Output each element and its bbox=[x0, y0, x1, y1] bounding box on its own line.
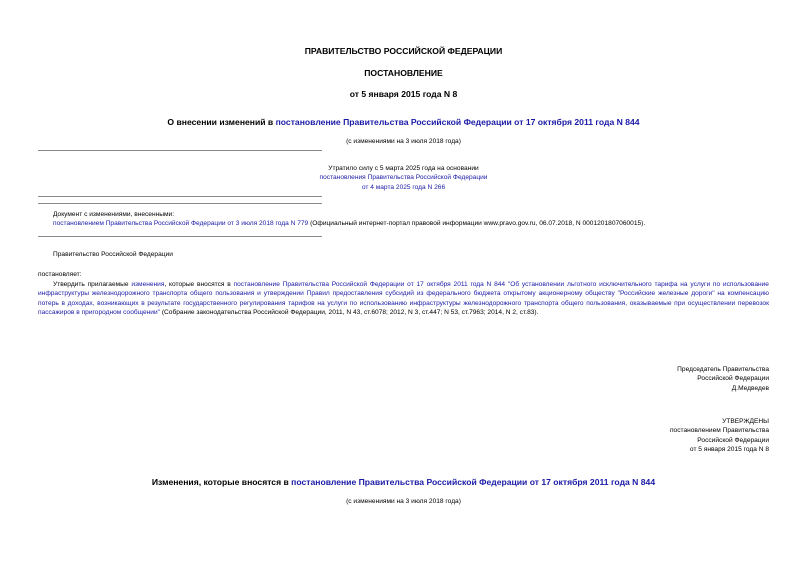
body-link-decree[interactable]: постановление Правительства Российской Федерации от 17 октября 2011 года N 844 "Об установлении льготного исключительного тарифа на услуги по использование инфраструктуры железнодорожного транспорта общего пользования и утверждении Правил предоставления субсидий из федерального бюджета открытому акционерному обществу "Российские железные дороги" на компенсацию потерь в доходах, возникающих в результате государственного регулирования тарифов на услуги по использованию инфраструктуры железнодорожного транспорта общего пользования, оказываемые при осуществлении перевозок пассажиров в пригородном сообщении" bbox=[38, 281, 769, 316]
approved-country: Российской Федерации bbox=[697, 436, 769, 444]
divider bbox=[38, 150, 322, 151]
approved-date: от 5 января 2015 года N 8 bbox=[689, 445, 769, 453]
body-link-changes[interactable]: изменения bbox=[131, 281, 165, 288]
signature-country: Российской Федерации bbox=[697, 375, 769, 383]
section-title bbox=[0, 477, 807, 487]
title-link[interactable]: постановление Правительства Российской Федерации от 17 октября 2011 года N 844 bbox=[275, 117, 640, 127]
expired-notice bbox=[210, 164, 597, 192]
body-text-2: , которые вносятся в bbox=[164, 281, 234, 288]
changes-line bbox=[53, 219, 773, 228]
section-prefix: Изменения, которые вносятся в bbox=[151, 477, 292, 487]
signature-title: Председатель Правительства bbox=[677, 366, 769, 373]
document-title bbox=[0, 117, 807, 127]
body-paragraph bbox=[38, 280, 769, 317]
expired-link-2[interactable]: от 4 марта 2025 года N 266 bbox=[361, 183, 446, 191]
signature-name: Д.Медведев bbox=[731, 384, 769, 392]
changes-label: Документ с изменениями, внесенными: bbox=[53, 211, 175, 218]
body-text-1: Утвердить прилагаемые bbox=[53, 281, 132, 288]
government-name: Правительство Российской Федерации bbox=[53, 251, 173, 258]
section-link[interactable]: постановление Правительства Российской Федерации от 17 октября 2011 года N 844 bbox=[291, 477, 656, 487]
decrees-word: постановляет: bbox=[38, 271, 82, 278]
org-heading: ПРАВИТЕЛЬСТВО РОССИЙСКОЙ ФЕДЕРАЦИИ bbox=[304, 46, 503, 56]
expired-text: Утратило силу с 5 марта 2025 года на основании bbox=[328, 165, 479, 172]
approved-block bbox=[670, 417, 769, 454]
approved-by: постановлением Правительства bbox=[669, 427, 769, 435]
changes-link[interactable]: постановлением Правительства Российской Федерации от 3 июля 2018 года N 779 bbox=[53, 220, 309, 228]
divider bbox=[38, 203, 322, 204]
approved-word: УТВЕРЖДЕНЫ bbox=[722, 418, 769, 425]
divider bbox=[38, 196, 322, 197]
section-edition-note: (с изменениями на 3 июля 2018 года) bbox=[346, 498, 461, 505]
changes-source: (Официальный интернет-портал правовой информации www.pravo.gov.ru, 06.07.2018, N 0001201807060015). bbox=[308, 220, 646, 228]
edition-note: (с изменениями на 3 июля 2018 года) bbox=[346, 138, 461, 145]
divider bbox=[38, 236, 322, 237]
signature-block bbox=[677, 365, 769, 393]
body-text-3: (Собрание законодательства Российской Федерации, 2011, N 43, ст.6078; 2012, N 3, ст.447; N 53, ст.7963; 2014, N 2, ст.83). bbox=[160, 308, 539, 316]
title-prefix: О внесении изменений в bbox=[167, 117, 276, 127]
doc-type-heading: ПОСТАНОВЛЕНИЕ bbox=[364, 68, 443, 78]
expired-link-1[interactable]: постановления Правительства Российской Федерации bbox=[319, 174, 488, 182]
changes-block bbox=[53, 210, 773, 229]
doc-date-heading: от 5 января 2015 года N 8 bbox=[349, 89, 458, 99]
